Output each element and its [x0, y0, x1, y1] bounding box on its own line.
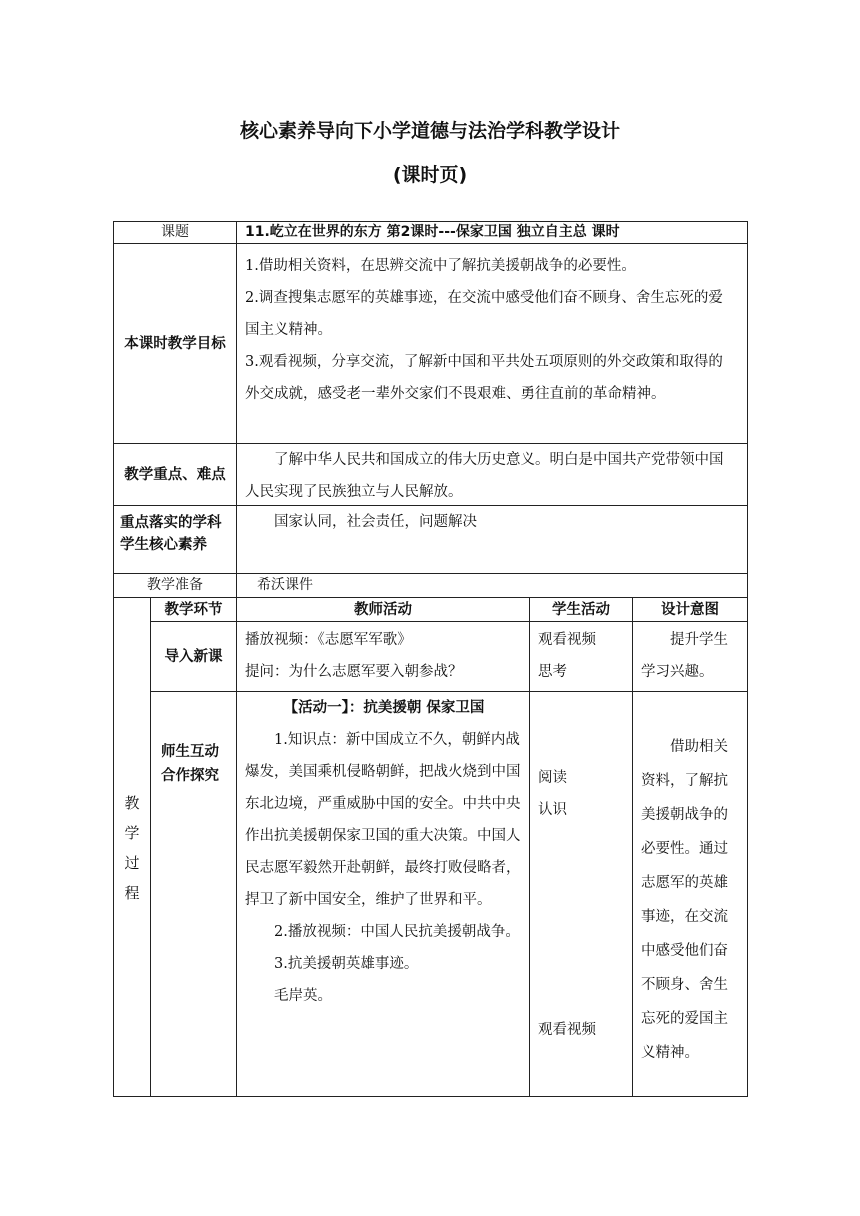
intro-intent: 提升学生学习兴趣。: [641, 632, 728, 680]
literacy-value: 国家认同，社会责任，问题解决: [274, 514, 477, 530]
topic-label-cell: [114, 222, 237, 244]
prep-label-cell: [114, 574, 237, 598]
intro-teacher-cell: [237, 622, 530, 692]
keypoints-value-cell: [237, 444, 747, 506]
topic-value: 11.屹立在世界的东方 第2课时---保家卫国 独立自主总 课时: [245, 224, 620, 240]
topic-label: 课题: [161, 224, 189, 240]
process-char: 程: [124, 884, 140, 902]
literacy-value-cell: [237, 506, 747, 574]
intro-student-cell: [530, 622, 633, 692]
header-stage: [151, 598, 237, 622]
header-intent: [633, 598, 747, 622]
literacy-label-cell: [114, 506, 237, 574]
prep-value: 希沃课件: [257, 577, 313, 593]
keypoints-label-cell: [114, 444, 237, 506]
goals-label-cell: [114, 244, 237, 444]
document-title: 核心素养导向下小学道德与法治学科教学设计: [239, 120, 620, 142]
activity-title: 【活动一】：抗美援朝 保家卫国: [283, 700, 485, 716]
explore-teacher-para-3: 3.抗美援朝英雄事迹。: [274, 956, 419, 972]
lesson-table: [113, 221, 748, 1097]
keypoints-label: 教学重点、难点: [124, 466, 226, 483]
explore-teacher-para-1: 1.知识点：新中国成立不久，朝鲜内战爆发，美国乘机侵略朝鲜，把战火烧到中国东北边境，严重威胁中国的安全。中共中央作出抗美援朝保家卫国的重大决策。中国人民志愿军毅然开赴朝鲜，最终打败侵略者，捍卫了新中国安全，维护了世界和平。: [245, 732, 521, 908]
prep-value-cell: [237, 574, 747, 598]
explore-teacher-cell: [237, 692, 530, 1097]
goal-item-1: 1.借助相关资料，在思辨交流中了解抗美援朝战争的必要性。: [245, 258, 636, 274]
prep-label: 教学准备: [147, 577, 203, 593]
explore-intent-cell: [633, 692, 747, 1097]
process-label-cell: [114, 598, 151, 1097]
goal-item-2: 2.调查搜集志愿军的英雄事迹，在交流中感受他们奋不顾身、舍生忘死的爱国主义精神。: [245, 290, 723, 338]
header-student: [530, 598, 633, 622]
explore-stage-cell: [151, 692, 237, 1097]
header-teacher: [237, 598, 530, 622]
explore-student-line-2: 认识: [538, 802, 567, 818]
explore-teacher-para-4: 毛岸英。: [274, 988, 332, 1004]
intro-student-line-2: 思考: [538, 664, 567, 680]
intro-stage: 导入新课: [164, 648, 223, 665]
explore-student-cell: [530, 692, 633, 1097]
explore-stage: 师生互动合作探究: [161, 744, 219, 784]
header-teacher-text: 教师活动: [354, 601, 412, 618]
literacy-label: 重点落实的学科学生核心素养: [120, 515, 222, 553]
explore-teacher-para-2: 2.播放视频：中国人民抗美援朝战争。: [274, 924, 520, 940]
keypoints-value: 了解中华人民共和国成立的伟大历史意义。明白是中国共产党带领中国人民实现了民族独立与人民解放。: [245, 452, 724, 500]
process-char: 过: [124, 854, 140, 872]
process-char: 教: [124, 794, 140, 812]
explore-student-line-3: 观看视频: [538, 1022, 596, 1038]
header-stage-text: 教学环节: [164, 601, 223, 618]
header-student-text: 学生活动: [552, 601, 610, 618]
document-subtitle: (课时页): [392, 164, 468, 186]
intro-stage-cell: [151, 622, 237, 692]
goals-value-cell: [237, 244, 747, 444]
goals-label: 本课时教学目标: [124, 335, 226, 352]
explore-student-line-1: 阅读: [538, 770, 567, 786]
intro-teacher-line-2: 提问：为什么志愿军要入朝参战？: [245, 664, 463, 680]
intro-student-line-1: 观看视频: [538, 632, 596, 648]
goal-item-3: 3.观看视频，分享交流，了解新中国和平共处五项原则的外交政策和取得的外交成就，感受老一辈外交家们不畏艰难、勇往直前的革命精神。: [245, 354, 723, 402]
header-intent-text: 设计意图: [661, 601, 719, 618]
process-char: 学: [124, 824, 140, 842]
intro-teacher-line-1: 播放视频：《志愿军军歌》: [245, 632, 412, 648]
topic-value-cell: [237, 222, 747, 244]
intro-intent-cell: [633, 622, 747, 692]
explore-intent: 借助相关资料，了解抗美援朝战争的必要性。通过志愿军的英雄事迹，在交流中感受他们奋不顾身、舍生忘死的爱国主义精神。: [641, 739, 728, 1061]
process-label: [124, 788, 139, 908]
